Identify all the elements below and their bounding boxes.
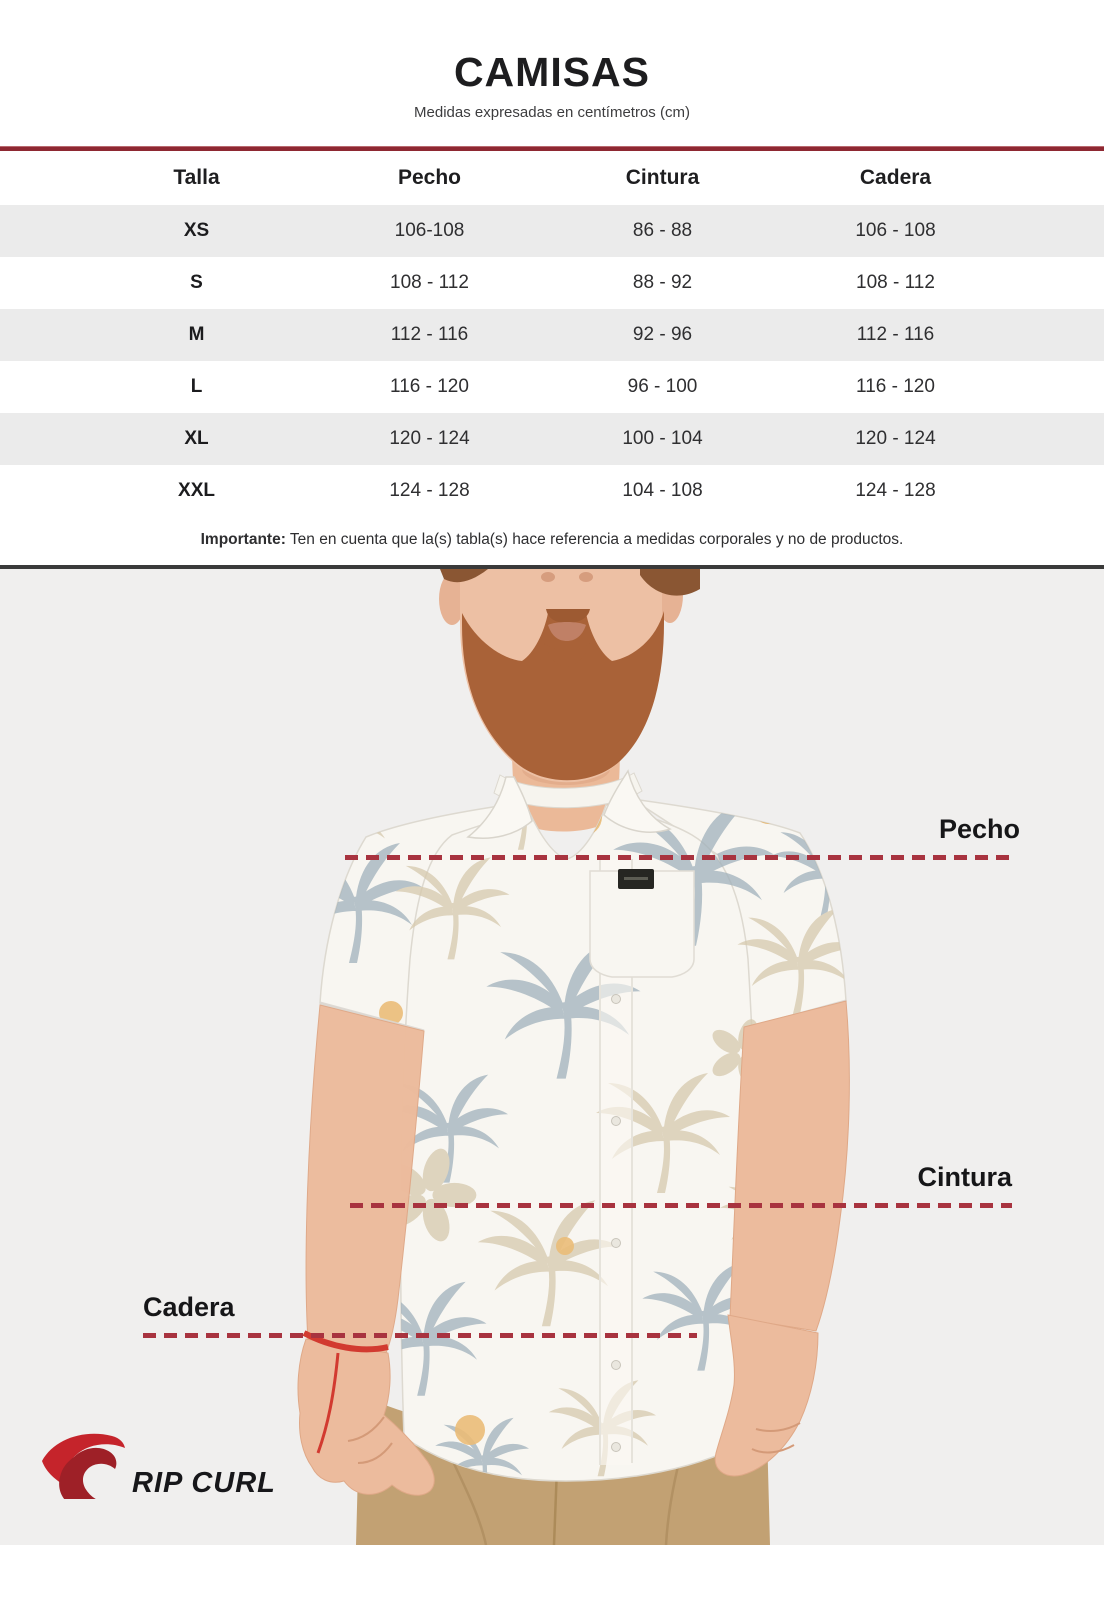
cell-pecho: 112 - 116 <box>390 324 469 345</box>
cell-talla: S <box>190 272 203 293</box>
cell-cintura: 86 - 88 <box>632 220 693 241</box>
model-illustration <box>0 569 1104 1545</box>
cell-talla: L <box>190 376 203 397</box>
cell-pecho: 108 - 112 <box>390 272 469 293</box>
pocket-brand-label <box>618 869 654 889</box>
ripcurl-wave-icon <box>38 1427 126 1504</box>
size-chart-header <box>0 0 1104 146</box>
cell-cadera: 124 - 128 <box>855 480 936 501</box>
table-row <box>0 413 1104 465</box>
cell-cintura: 104 - 108 <box>622 480 703 501</box>
table-row <box>0 465 1104 517</box>
cell-pecho: 124 - 128 <box>389 480 470 501</box>
col-header-talla: Talla <box>173 166 220 189</box>
table-row <box>0 257 1104 309</box>
size-table <box>0 151 1104 517</box>
cell-pecho: 116 - 120 <box>390 376 469 397</box>
note-text: Ten en cuenta que la(s) tabla(s) hace referencia a medidas corporales y no de productos. <box>285 531 904 548</box>
cell-talla: XXL <box>178 480 215 501</box>
cell-cadera: 106 - 108 <box>855 220 936 241</box>
cell-talla: M <box>188 324 205 345</box>
table-row <box>0 309 1104 361</box>
cell-cintura: 92 - 96 <box>632 324 693 345</box>
table-row <box>0 361 1104 413</box>
measure-pecho-label: Pecho <box>938 814 1020 844</box>
page-title: CAMISAS <box>453 49 651 95</box>
cell-cadera: 108 - 112 <box>856 272 935 293</box>
cell-cintura: 88 - 92 <box>632 272 693 293</box>
measure-cintura-line <box>350 1203 1012 1208</box>
measure-cintura-label: Cintura <box>917 1162 1012 1192</box>
importante-note <box>0 517 1104 565</box>
cell-pecho: 106-108 <box>394 220 465 241</box>
measure-cadera-label: Cadera <box>143 1292 235 1322</box>
cell-talla: XL <box>184 428 209 449</box>
cell-cadera: 112 - 116 <box>856 324 935 345</box>
note-label: Importante: <box>200 531 286 548</box>
cell-talla: XS <box>183 220 210 241</box>
cell-cintura: 100 - 104 <box>622 428 703 449</box>
cell-cintura: 96 - 100 <box>627 376 698 397</box>
brand-logo <box>38 1427 276 1504</box>
measure-pecho-line <box>345 855 1015 860</box>
cell-cadera: 116 - 120 <box>856 376 935 397</box>
page-subtitle: Medidas expresadas en centímetros (cm) <box>414 104 690 121</box>
cell-cadera: 120 - 124 <box>855 428 936 449</box>
col-header-cadera: Cadera <box>859 166 932 189</box>
col-header-cintura: Cintura <box>625 166 700 189</box>
table-header-row <box>0 151 1104 205</box>
brand-logo-text: RIP CURL <box>132 1467 276 1499</box>
bottom-white-strip <box>0 1545 1104 1600</box>
cell-pecho: 120 - 124 <box>389 428 470 449</box>
table-row <box>0 205 1104 257</box>
col-header-pecho: Pecho <box>397 166 462 189</box>
measure-cadera-line <box>143 1333 697 1338</box>
model-photo <box>0 569 1104 1545</box>
